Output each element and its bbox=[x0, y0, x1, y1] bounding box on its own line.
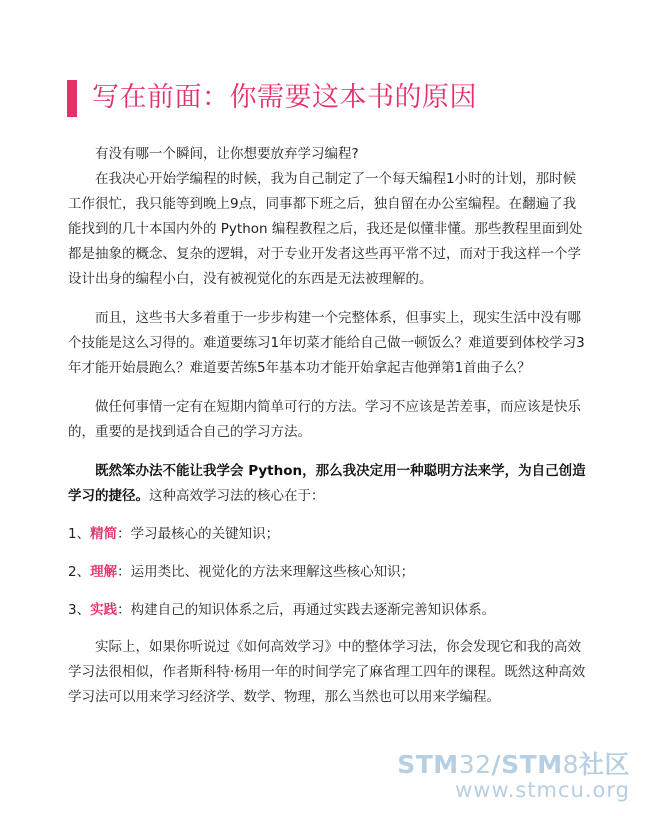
decision-rest-text: 这种高效学习法的核心在于： bbox=[149, 488, 325, 504]
list-keyword: 精简 bbox=[90, 526, 118, 542]
list-keyword: 理解 bbox=[90, 564, 118, 580]
paragraph-conclusion: 实际上，如果你听说过《如何高效学习》中的整体学习法，你会发现它和我的高效学习法很相似，作者斯科特·杨用一年的时间学完了麻省理工四年的课程。既然这种高效学习法可以用来学习经济学、数学、物理，那么当然也可以用来学编程。 bbox=[68, 639, 586, 705]
paragraph-story: 在我决心开始学编程的时候，我为自己制定了一个每天编程1小时的计划，那时候工作很忙，我只能等到晚上9点，同事都下班之后，独自留在办公室编程。在翻遍了我能找到的几十本国内外的 Python 编程教程之后，我还是似懂非懂。那些教程里面到处都是抽象的概念、复杂的逻辑，对于专业开发者这些再平常不过，而对于我这样一个学设计出身的编程小白，没有被视觉化的东西是无法被理解的。 bbox=[68, 171, 583, 287]
paragraph-method: 做任何事情一定有在短期内简单可行的方法。学习不应该是苦差事，而应该是快乐的，重要的是找到适合自己的学习方法。 bbox=[68, 399, 581, 440]
site-watermark bbox=[397, 752, 630, 801]
decision-bold-text: 既然笨办法不能让我学会 Python，那么我决定用一种聪明方法来学，为自己创造学习的捷径。 bbox=[68, 463, 586, 504]
paragraph-question: 有没有哪一个瞬间，让你想要放弃学习编程? bbox=[95, 146, 359, 162]
watermark-logo-text: STM32/STM8社区 bbox=[397, 750, 630, 779]
list-text: ：学习最核心的关键知识； bbox=[117, 526, 280, 542]
title-accent-bar bbox=[67, 80, 77, 117]
list-number: 2、 bbox=[68, 564, 91, 580]
list-keyword: 实践 bbox=[90, 602, 118, 618]
list-text: ：运用类比、视觉化的方法来理解这些核心知识； bbox=[117, 564, 415, 580]
list-item bbox=[68, 560, 588, 585]
list-item bbox=[68, 598, 588, 623]
article-body bbox=[68, 142, 588, 710]
paragraph-decision bbox=[68, 459, 588, 509]
list-number: 3、 bbox=[68, 602, 91, 618]
paragraph-books: 而且，这些书大多着重于一步步构建一个完整体系，但事实上，现实生活中没有哪个技能是这么习得的。难道要练习1年切菜才能给自己做一顿饭么？难道要到体校学习3年才能开始晨跑么？难道要苦练5年基本功才能开始拿起吉他弹第1首曲子么？ bbox=[68, 310, 585, 376]
list-item bbox=[68, 522, 588, 547]
list-number: 1、 bbox=[68, 526, 91, 542]
list-text: ：构建自己的知识体系之后，再通过实践去逐渐完善知识体系。 bbox=[117, 602, 496, 618]
page-title: 写在前面：你需要这本书的原因 bbox=[92, 82, 477, 113]
watermark-url: www.stmcu.org bbox=[455, 778, 630, 802]
